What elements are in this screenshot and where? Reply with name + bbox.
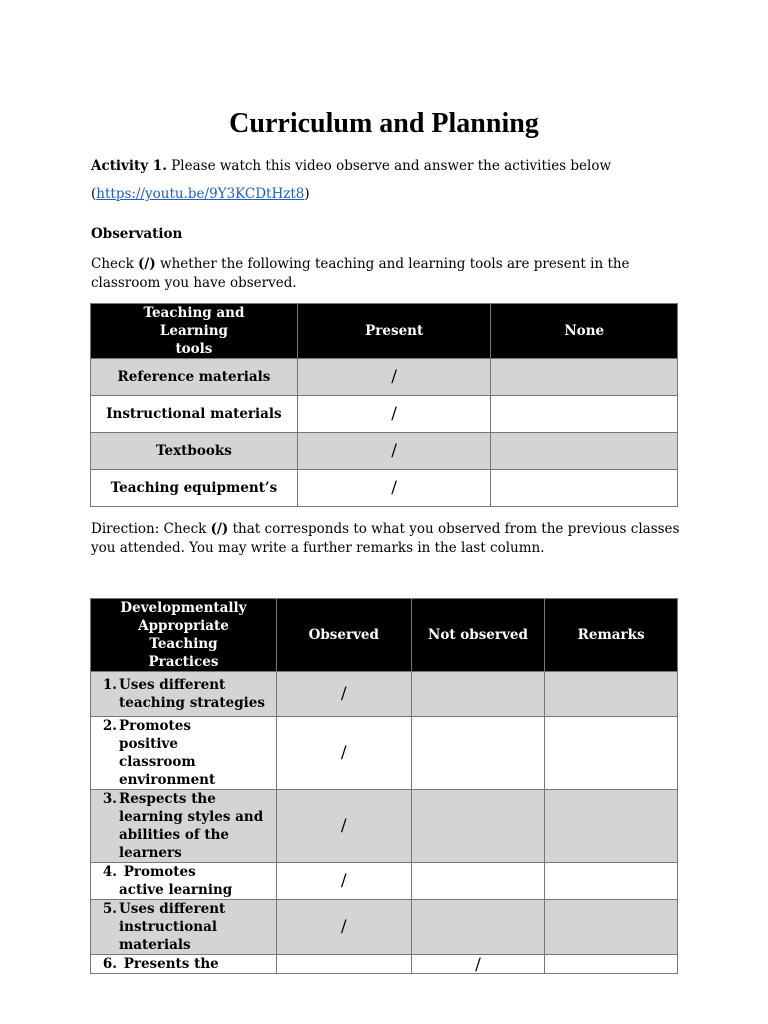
item-number: 1.	[102, 677, 117, 693]
not-observed-cell[interactable]	[411, 672, 545, 717]
table-row	[91, 359, 678, 396]
table-row	[91, 790, 678, 863]
activity-text: Please watch this video observe and answer the activities below	[166, 158, 612, 174]
practice-item	[91, 900, 277, 955]
link-close-paren: )	[304, 186, 310, 202]
observed-cell[interactable]: /	[276, 717, 411, 790]
item-label: Presents the	[119, 956, 219, 972]
not-observed-cell[interactable]	[411, 790, 545, 863]
remarks-cell[interactable]	[545, 717, 678, 790]
practice-item	[91, 790, 277, 863]
remarks-cell[interactable]	[545, 790, 678, 863]
tools-table-header	[91, 304, 678, 359]
tool-label: Teaching equipment’s	[91, 470, 298, 507]
header-remarks: Remarks	[545, 599, 678, 672]
tool-label: Reference materials	[91, 359, 298, 396]
item-number: 5.	[102, 901, 117, 917]
link-open-paren: (	[91, 186, 97, 202]
table-row	[91, 396, 678, 433]
remarks-cell[interactable]	[545, 955, 678, 974]
video-link[interactable]: https://youtu.be/9Y3KCDtHzt8	[96, 186, 305, 202]
remarks-cell[interactable]	[545, 863, 678, 900]
table-row	[91, 672, 678, 717]
check-post-text: whether the following teaching and learning tools are present in the classroom you have observed.	[91, 256, 630, 291]
practice-item	[91, 863, 277, 900]
item-label: Uses different instructional materials	[119, 901, 226, 953]
present-cell[interactable]: /	[297, 470, 491, 507]
direction-symbol: (/)	[210, 521, 229, 537]
practice-item	[91, 672, 277, 717]
none-cell[interactable]	[491, 470, 678, 507]
table-row	[91, 470, 678, 507]
header-present: Present	[297, 304, 491, 359]
header-none: None	[491, 304, 678, 359]
table-row	[91, 717, 678, 790]
observed-cell[interactable]: /	[276, 900, 411, 955]
check-pre-text: Check	[91, 256, 139, 272]
item-number: 4.	[102, 864, 117, 880]
observed-cell[interactable]: /	[276, 672, 411, 717]
direction-text	[91, 520, 681, 558]
present-cell[interactable]: /	[297, 359, 491, 396]
item-label: Promotes positive classroom environment	[119, 718, 216, 788]
item-number: 6.	[102, 956, 117, 972]
header-not-observed: Not observed	[411, 599, 545, 672]
not-observed-cell[interactable]: /	[411, 955, 545, 974]
not-observed-cell[interactable]	[411, 900, 545, 955]
practices-table-header	[91, 599, 678, 672]
none-cell[interactable]	[491, 433, 678, 470]
activity-line	[91, 157, 681, 176]
table-row	[91, 863, 678, 900]
table-row	[91, 433, 678, 470]
item-label: Respects the learning styles and abilities of the learners	[119, 791, 264, 861]
practice-item	[91, 955, 277, 974]
header-tools: Teaching and Learning tools	[91, 304, 298, 359]
present-cell[interactable]: /	[297, 433, 491, 470]
item-number: 2.	[102, 718, 117, 734]
table-row	[91, 900, 678, 955]
header-observed: Observed	[276, 599, 411, 672]
none-cell[interactable]	[491, 359, 678, 396]
direction-pre-text: Direction: Check	[91, 521, 211, 537]
not-observed-cell[interactable]	[411, 863, 545, 900]
practice-item	[91, 717, 277, 790]
table-row	[91, 955, 678, 974]
activity-label: Activity 1.	[91, 158, 167, 174]
header-practices: Developmentally Appropriate Teaching Practices	[91, 599, 277, 672]
none-cell[interactable]	[491, 396, 678, 433]
page-title: Curriculum and Planning	[229, 108, 539, 139]
present-cell[interactable]: /	[297, 396, 491, 433]
check-instruction	[91, 255, 681, 293]
practices-table	[90, 598, 678, 974]
item-label: Uses different teaching strategies	[119, 677, 265, 711]
check-symbol: (/)	[138, 256, 156, 272]
video-link-line	[91, 185, 681, 204]
tools-table	[90, 303, 678, 507]
observed-cell[interactable]: /	[276, 863, 411, 900]
tool-label: Textbooks	[91, 433, 298, 470]
tool-label: Instructional materials	[91, 396, 298, 433]
remarks-cell[interactable]	[545, 672, 678, 717]
observed-cell[interactable]: /	[276, 790, 411, 863]
direction-post-text: that corresponds to what you observed from the previous classes you attended. You may write a further remarks in the last column.	[91, 521, 680, 556]
not-observed-cell[interactable]	[411, 717, 545, 790]
remarks-cell[interactable]	[545, 900, 678, 955]
observed-cell[interactable]	[276, 955, 411, 974]
item-label: Promotes active learning	[119, 864, 233, 898]
observation-heading: Observation	[91, 226, 183, 242]
item-number: 3.	[102, 791, 117, 807]
